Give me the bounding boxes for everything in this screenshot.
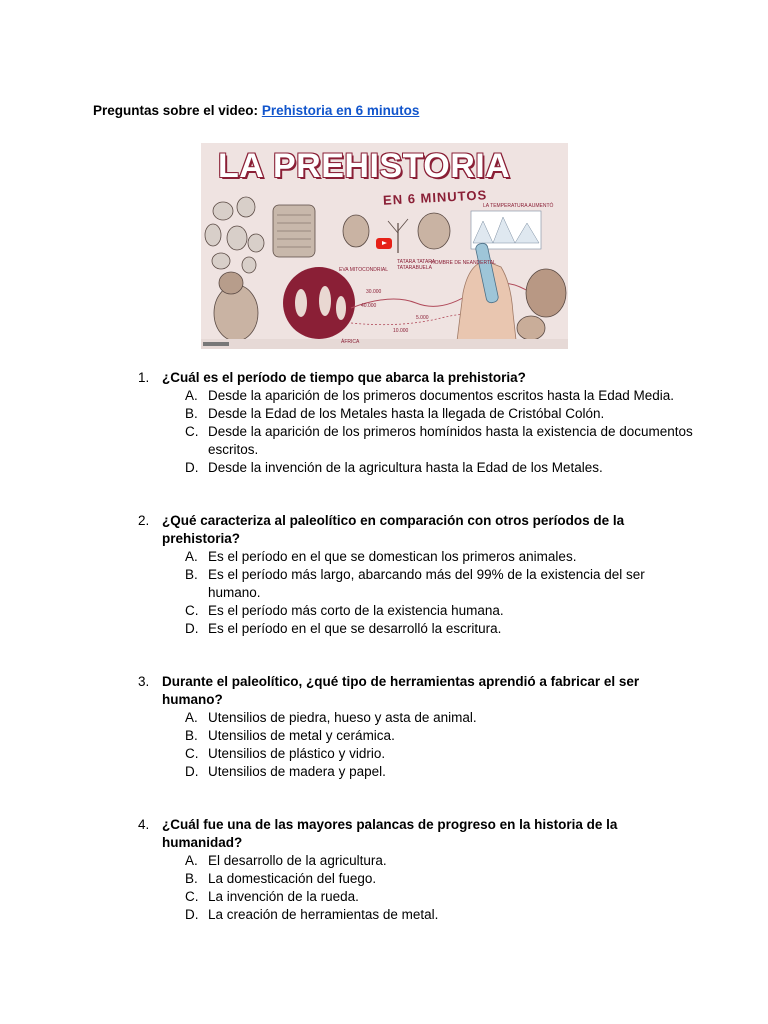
option-b bbox=[162, 870, 698, 888]
option-letter: C. bbox=[185, 746, 199, 761]
option-c bbox=[162, 745, 698, 763]
question-4 bbox=[138, 816, 698, 924]
video-subtitle: EN 6 MINUTOS bbox=[382, 187, 488, 208]
video-label-10000: 10.000 bbox=[393, 328, 409, 334]
option-letter: D. bbox=[185, 764, 199, 779]
video-link[interactable]: Prehistoria en 6 minutos bbox=[261, 103, 420, 118]
question-text: ¿Cuál es el período de tiempo que abarca la prehistoria? bbox=[162, 370, 526, 385]
option-letter: A. bbox=[185, 853, 198, 868]
option-letter: B. bbox=[185, 728, 198, 743]
play-icon[interactable] bbox=[376, 238, 392, 249]
page-header bbox=[93, 103, 419, 118]
option-a bbox=[162, 387, 698, 405]
question-1 bbox=[138, 369, 698, 477]
option-text: Desde la aparición de los primeros documentos escritos hasta la Edad Media. bbox=[208, 388, 674, 403]
question-number: 1. bbox=[138, 370, 150, 385]
option-text: Es el período más largo, abarcando más del 99% de la existencia del ser humano. bbox=[208, 567, 645, 600]
header-label: Preguntas sobre el video: bbox=[93, 103, 259, 118]
option-list bbox=[162, 709, 698, 781]
option-text: Es el período en el que se domestican los primeros animales. bbox=[208, 549, 577, 564]
option-text: La invención de la rueda. bbox=[208, 889, 359, 904]
option-d bbox=[162, 620, 698, 638]
option-text: Desde la aparición de los primeros homínidos hasta la existencia de documentos escritos. bbox=[208, 424, 693, 457]
option-list bbox=[162, 387, 698, 477]
option-letter: B. bbox=[185, 871, 198, 886]
option-list bbox=[162, 548, 698, 638]
video-label-30000: 30.000 bbox=[366, 289, 382, 295]
option-text: El desarrollo de la agricultura. bbox=[208, 853, 387, 868]
option-text: Utensilios de madera y papel. bbox=[208, 764, 386, 779]
option-c bbox=[162, 888, 698, 906]
video-label-tatara: TATARA TATARA TATARABUELA bbox=[397, 259, 435, 271]
option-c bbox=[162, 602, 698, 620]
option-letter: D. bbox=[185, 907, 199, 922]
option-letter: B. bbox=[185, 406, 198, 421]
video-label-40000: 40.000 bbox=[361, 303, 377, 309]
option-letter: A. bbox=[185, 388, 198, 403]
video-thumbnail[interactable] bbox=[201, 143, 568, 349]
option-d bbox=[162, 459, 698, 477]
question-number: 3. bbox=[138, 674, 150, 689]
option-letter: D. bbox=[185, 621, 199, 636]
option-text: Desde la Edad de los Metales hasta la llegada de Cristóbal Colón. bbox=[208, 406, 605, 421]
video-label-africa: ÁFRICA bbox=[341, 339, 360, 345]
question-text: ¿Cuál fue una de las mayores palancas de progreso en la historia de la humanidad? bbox=[162, 817, 618, 850]
option-letter: D. bbox=[185, 460, 199, 475]
option-b bbox=[162, 566, 698, 602]
question-number: 2. bbox=[138, 513, 150, 528]
option-b bbox=[162, 727, 698, 745]
question-number: 4. bbox=[138, 817, 150, 832]
option-text: La domesticación del fuego. bbox=[208, 871, 377, 886]
option-c bbox=[162, 423, 698, 459]
option-letter: B. bbox=[185, 567, 198, 582]
option-b bbox=[162, 405, 698, 423]
video-label-temperature: LA TEMPERATURA AUMENTÓ bbox=[483, 203, 554, 209]
option-list bbox=[162, 852, 698, 924]
question-text: ¿Qué caracteriza al paleolítico en comparación con otros períodos de la prehistoria? bbox=[162, 513, 625, 546]
option-text: Es el período en el que se desarrolló la escritura. bbox=[208, 621, 502, 636]
option-text: Utensilios de metal y cerámica. bbox=[208, 728, 395, 743]
option-a bbox=[162, 852, 698, 870]
option-text: La creación de herramientas de metal. bbox=[208, 907, 439, 922]
option-a bbox=[162, 548, 698, 566]
video-label-5000: 5.000 bbox=[416, 315, 429, 321]
video-label-eva: EVA MITOCONDRIAL bbox=[339, 267, 388, 273]
option-letter: A. bbox=[185, 549, 198, 564]
option-letter: C. bbox=[185, 603, 199, 618]
option-d bbox=[162, 906, 698, 924]
option-letter: C. bbox=[185, 889, 199, 904]
question-2 bbox=[138, 512, 698, 638]
video-title: LA PREHISTORIA bbox=[218, 147, 511, 185]
option-text: Utensilios de piedra, hueso y asta de animal. bbox=[208, 710, 477, 725]
question-text: Durante el paleolítico, ¿qué tipo de herramientas aprendió a fabricar el ser humano? bbox=[162, 674, 640, 707]
option-a bbox=[162, 709, 698, 727]
option-text: Utensilios de plástico y vidrio. bbox=[208, 746, 386, 761]
option-text: Es el período más corto de la existencia humana. bbox=[208, 603, 504, 618]
option-text: Desde la invención de la agricultura hasta la Edad de los Metales. bbox=[208, 460, 603, 475]
video-label-neanderthal: HOMBRE DE NEANDERTAL bbox=[431, 260, 496, 266]
question-3 bbox=[138, 673, 698, 781]
question-list bbox=[138, 369, 698, 924]
option-letter: A. bbox=[185, 710, 198, 725]
option-d bbox=[162, 763, 698, 781]
option-letter: C. bbox=[185, 424, 199, 439]
